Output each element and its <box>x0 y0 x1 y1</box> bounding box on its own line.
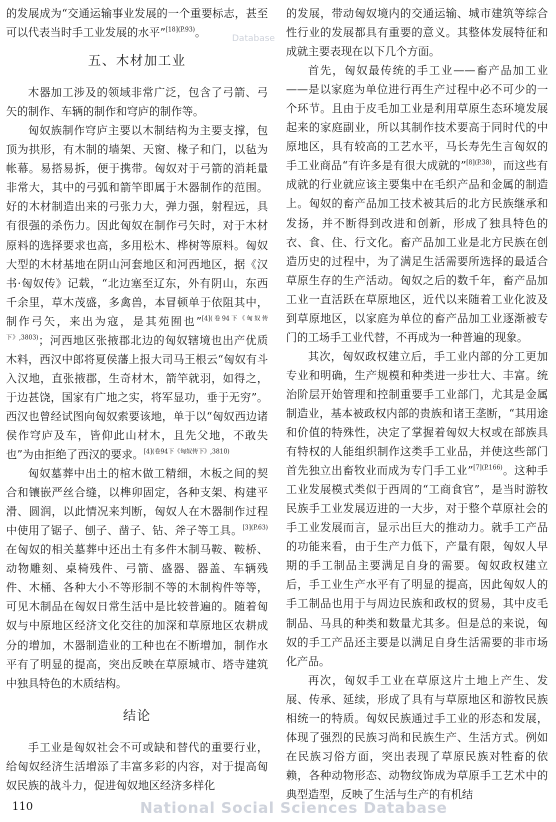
left-paragraph-continued <box>6 4 268 42</box>
citation: [4](卷94下《匈奴传下》,3810) <box>143 448 230 456</box>
footer-watermark: National Social Sciences Database <box>140 799 448 817</box>
section-heading: 五、木材加工业 <box>87 54 186 70</box>
paragraph: 再次，匈奴手工业在草原这片土地上产生、发展、传承、延续，形成了具有与草原地区和游牧民族相统一的特质。匈奴民族通过手工业的形态和发展，体现了强烈的民族习尚和民族生产、生活方式。例如在民族习俗方面，突出表现了草原民族对牲畜的依赖，各种动物形态、动物纹饰成为草原手工艺术中的典型造型，反映了生活与生产的有机结 <box>286 673 548 801</box>
citation: [4](卷94下《匈奴传下》,3803) <box>6 315 268 342</box>
paragraph: 手工业是匈奴社会不可或缺和替代的重要行业，给匈奴经济生活增添了丰富多彩的内容，对于提高匈奴民族的战斗力，促进匈奴地区经济多样化 <box>6 740 268 792</box>
right-paragraph-continued: 的发展，带动匈奴境内的交通运输、城市建筑等综合性行业的发展都具有重要的意义。其整体发展特征和成就主要表现在以下几个方面。 <box>286 7 548 59</box>
citation: [3](P.63) <box>242 524 268 532</box>
conclusion-heading: 结论 <box>122 708 151 724</box>
paragraph-text: ，而这些有成就的行业就应该主要集中在毛织产品和金属的制造上。匈奴的畜产品加工技术被其后的北方民族继承和发扬，并不断得到改进和创新，形成了独具特色的衣、食、住、行文化。畜产品加工业是北方民族在创造历史的过程中，为了满足生活需要所选择的最适合草原生存的生产活动。匈奴之后的数千年，畜产品加工业一直活跃在草原地区，近代以来随着工业化波及到草原地区，以家庭为单位的畜产品加工业逐渐被专门的工场手工业代替，不再成为一种普遍的现象。 <box>286 159 549 344</box>
citation: [18](P.93) <box>165 26 195 34</box>
citation: [7](P.166) <box>473 464 503 472</box>
left-column <box>6 4 268 795</box>
paragraph <box>286 61 548 347</box>
paragraph-text: ；河西地区张掖郡北边的匈奴辖境也出产优质木料，西汉中郎将夏侯藩上报大司马王根云“匈奴有斗入汉地，直张掖郡，生奇材木，箭竿就羽，如得之，于边甚饶，国家有广地之实，将军显功，垂于无穷”。西汉也曾经试图向匈奴索要该地，单于以“匈奴西边诸侯作穹庐及车，皆仰此山材木，且先父地，不敢失也”为由拒绝了西汉的要求。 <box>6 333 268 462</box>
paragraph <box>6 121 268 464</box>
paragraph-text: 匈奴族制作穹庐主要以木制结构为主要支撑，包顶为拱形，有木制的墙架、天窗、椽子和门，以毡为帐幕。易搭易拆，便于携带。匈奴对于弓箭的消耗量非常大，其中的弓弧和箭竿即属于木器制作的范围。好的木材制造出来的弓张力大，弹力强，射程远，具有很强的杀伤力。因此匈奴在制作弓矢时，对于木材原料的选择要求也高，多用松木、桦树等原料。匈奴大型的木材基地在阴山河套地区和河西地区，据《汉书·匈奴传》记载，“北边塞至辽东，外有阴山，东西千余里，草木茂盛，多禽兽，本冒顿单于依阻其中，制作弓矢，来出为寇，是其苑囿也” <box>6 124 268 328</box>
header-watermark: Database <box>232 34 275 44</box>
paragraph-text: 其次，匈奴政权建立后，手工业内部的分工更加专业和明确，生产规模和种类进一步壮大、丰富。统治阶层开始管理和控制重要手工业部门，尤其是金属制造业，基本被政权内部的贵族和诸王垄断，“其用途和价值的特殊性，决定了掌握着匈奴大权或在部族具有特权的人能组织制作这类手工业品，并使这些部门首先独立出畜牧业而成为专门手工业” <box>286 349 548 478</box>
paragraph-text: 匈奴墓葬中出土的棺木做工精细，木板之间的契合和镶嵌严丝合缝，以榫卯固定，各种支架、构建平滑、圆润，以此情况来判断，匈奴人在木器制作过程中使用了锯子、刨子、凿子、钻、斧子等工具。 <box>6 467 268 538</box>
right-column <box>286 4 548 804</box>
paragraph-text: 在匈奴的相关墓葬中还出土有多件木制马鞍、鞍桥、动物雕刻、桌椅残件、弓箭、盛器、器盖、车辆残件、木桶、各种大小不等形制不等的木制构件等等，可见木制品在匈奴日常生活中是比较普遍的。随着匈奴与中原地区经济文化交往的加深和草原地区农耕成分的增加，木器制造业的工种也在不断增加，制作水平有了明显的提高，突出反映在草原城市、塔寺建筑中独具特色的木质结构。 <box>6 543 268 690</box>
page-number: 110 <box>12 800 33 813</box>
paragraph-text: 首先，匈奴最传统的手工业——畜产品加工业——是以家庭为单位进行再生产过程中必不可少的一个环节。且由于皮毛加工业是利用草原生态环境发展起来的家庭副业，所以其制作技术要高于同时代的中原地区，具有较高的工艺水平，马长寿先生言匈奴的手工业商品“有许多是有很大成就的” <box>286 64 548 173</box>
citation: [8](P.38) <box>466 159 492 167</box>
paragraph-text: 。这种手工业发展模式类似于西周的“工商食官”，是当时游牧民族手工业发展迈进的一大步，对于整个草原社会的手工业发展而言，显示出巨大的推动力。就手工产品的功能来看，由于生产力低下，产量有限，匈奴人早期的手工制品主要满足自身的需要。匈奴政权建立后，手工业生产水平有了明显的提高，因此匈奴人的手工制品也用于与周边民族和政权的贸易，其中皮毛制品、马具的种类和数量尤其多。但是总的来说，匈奴的手工产品还主要是以满足自身生活需要的非市场化产品。 <box>286 464 549 668</box>
paragraph <box>6 464 268 693</box>
paragraph: 木器加工涉及的领域非常广泛，包含了弓箭、弓矢的制作、车辆的制作和穹庐的制作等。 <box>6 86 268 119</box>
paragraph-text: 。 <box>195 26 206 40</box>
paragraph-text: 的发展成为“交通运输事业发展的一个重要标志，甚至可以代表当时手工业发展的水平” <box>6 7 268 40</box>
paragraph <box>286 347 548 671</box>
